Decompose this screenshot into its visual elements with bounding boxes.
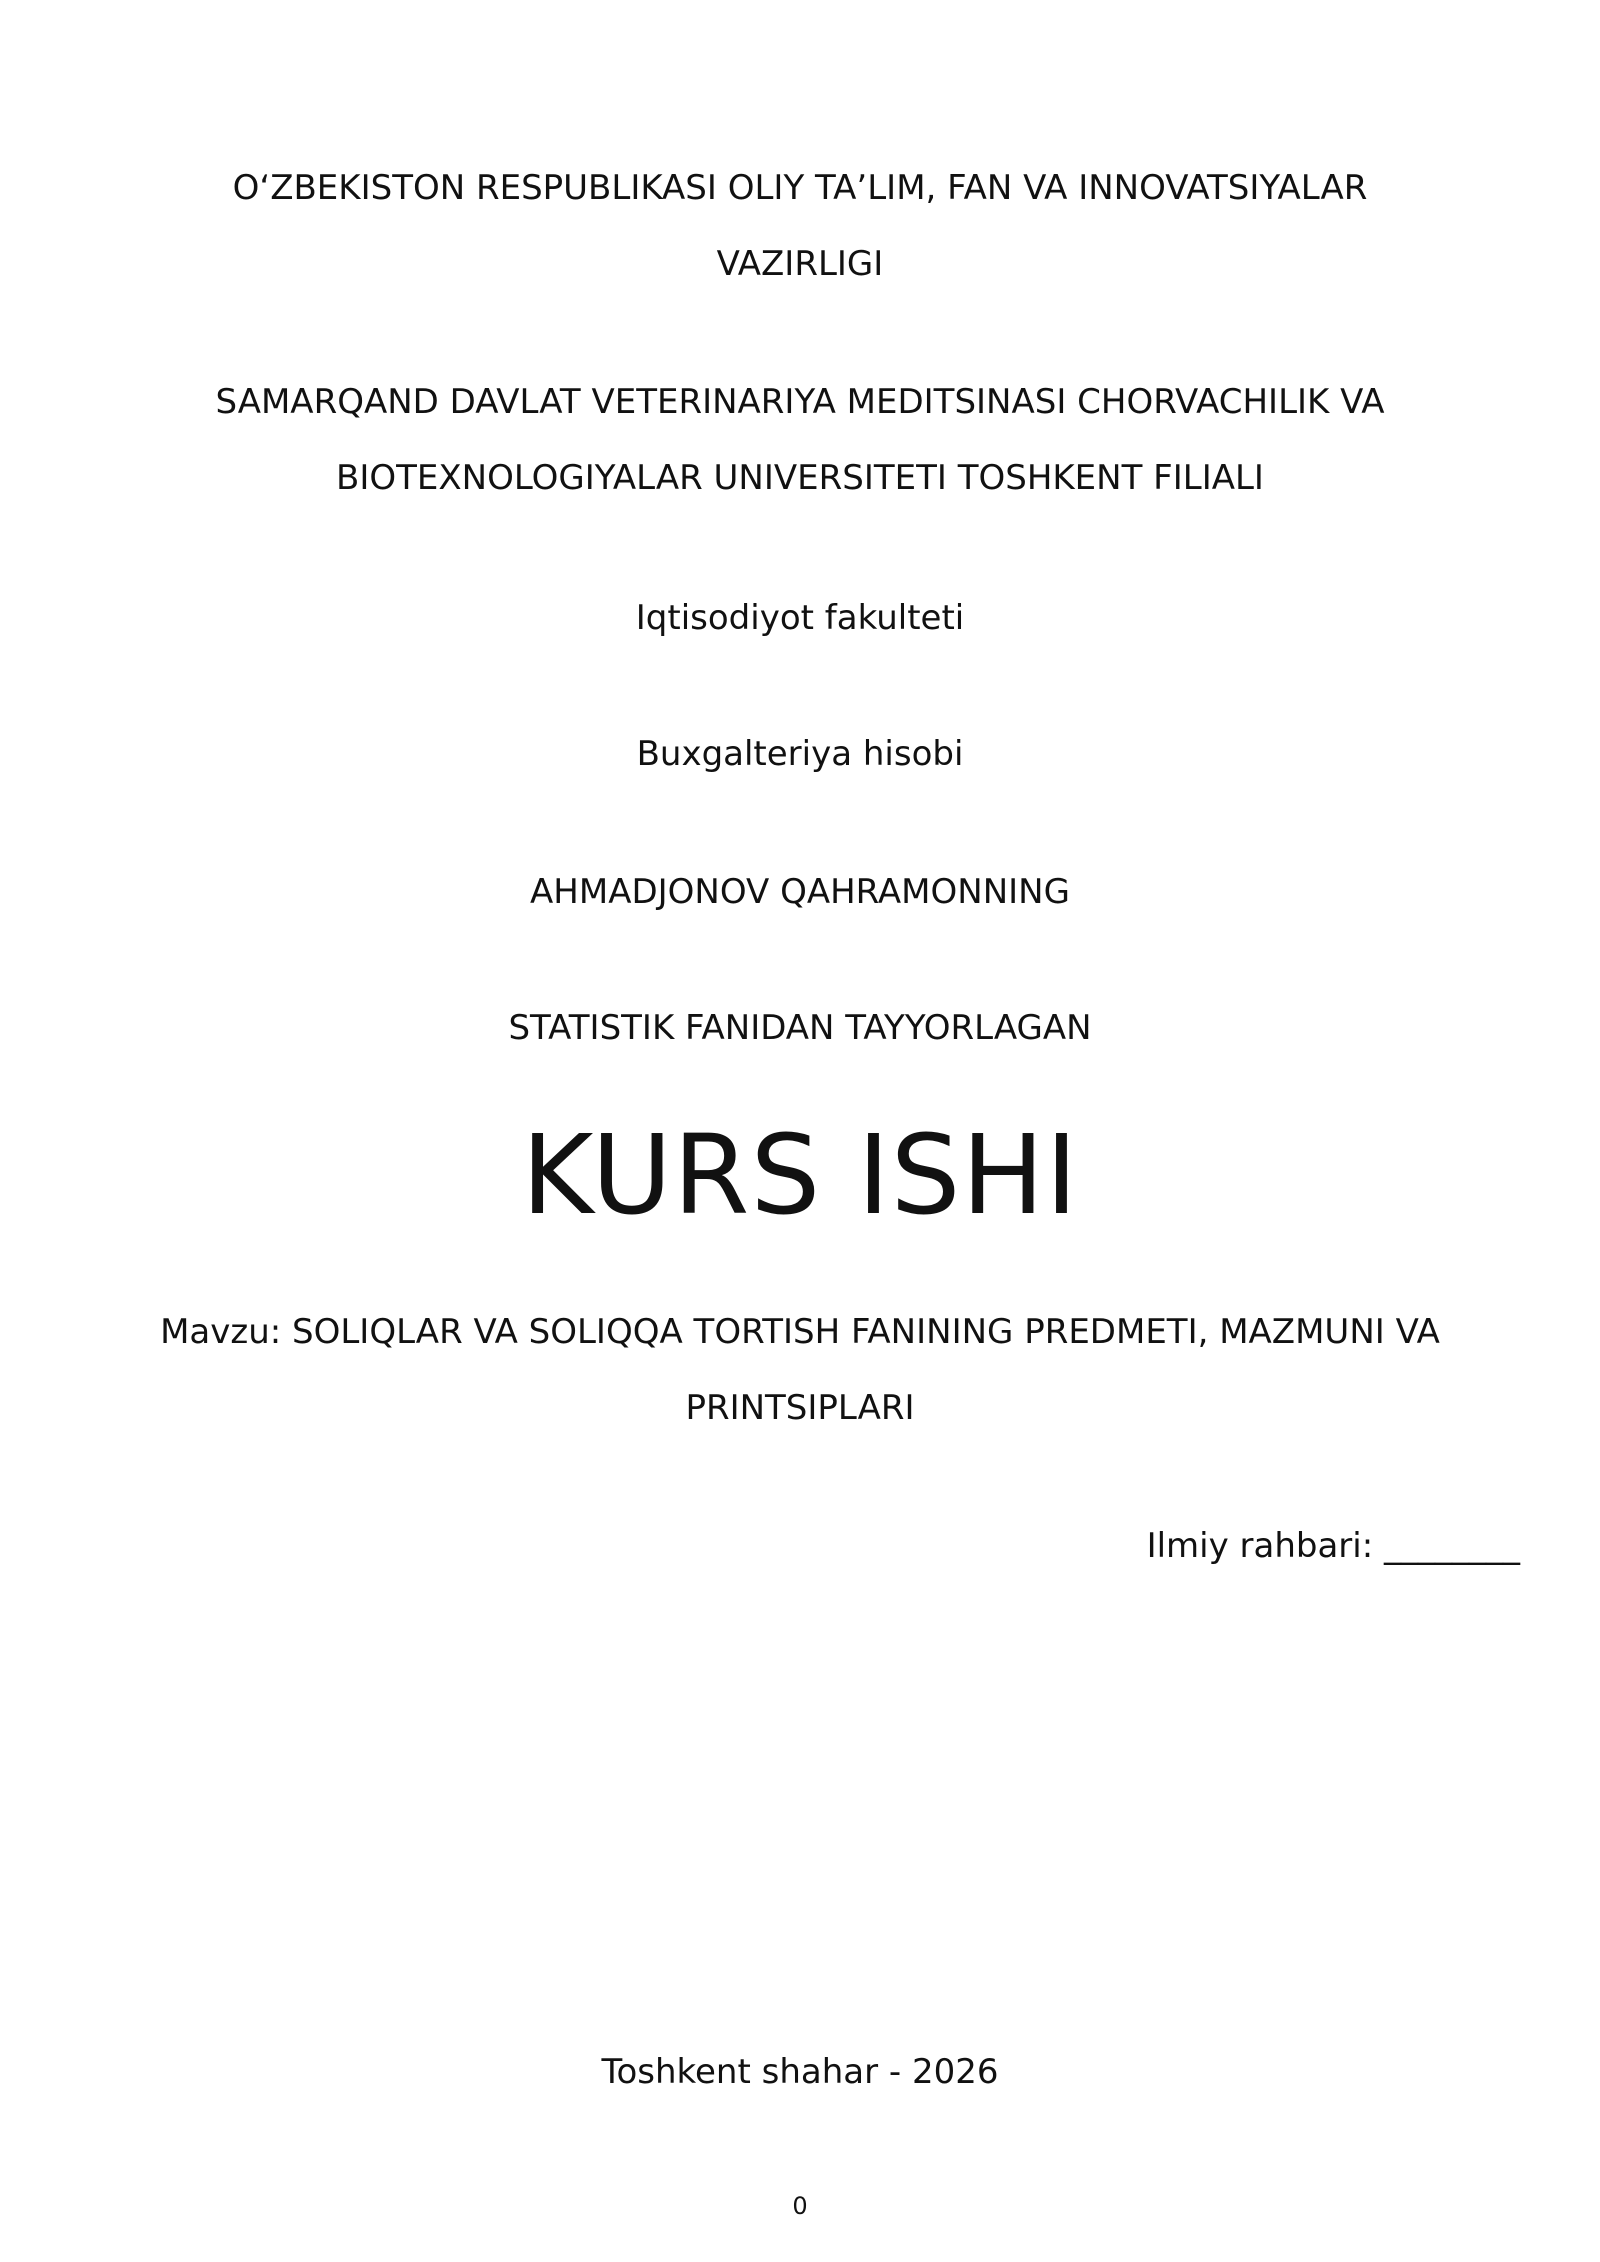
topic-line-2: PRINTSIPLARI bbox=[685, 1388, 915, 1428]
ministry-line-1: O‘ZBEKISTON RESPUBLIKASI OLIY TA’LIM, FAN VA INNOVATSIYALAR bbox=[232, 168, 1368, 208]
subject-line: STATISTIK FANIDAN TAYYORLAGAN bbox=[508, 1008, 1092, 1048]
university-heading bbox=[0, 364, 1600, 516]
ministry-line-2: VAZIRLIGI bbox=[716, 244, 884, 284]
city-year: Toshkent shahar - 2026 bbox=[601, 2052, 999, 2092]
topic-heading bbox=[0, 1294, 1600, 1446]
topic-line-1: Mavzu: SOLIQLAR VA SOLIQQA TORTISH FANINING PREDMETI, MAZMUNI VA bbox=[160, 1312, 1440, 1352]
department-name: Buxgalteriya hisobi bbox=[636, 734, 964, 774]
ministry-heading bbox=[0, 150, 1600, 302]
document-type-title: KURS ISHI bbox=[521, 1111, 1079, 1239]
faculty-name: Iqtisodiyot fakulteti bbox=[635, 598, 965, 638]
supervisor-line: Ilmiy rahbari: ________ bbox=[1146, 1526, 1520, 1566]
university-line-2: BIOTEXNOLOGIYALAR UNIVERSITETI TOSHKENT FILIALI bbox=[336, 458, 1264, 498]
student-name: AHMADJONOV QAHRAMONNING bbox=[530, 872, 1070, 912]
university-line-1: SAMARQAND DAVLAT VETERINARIYA MEDITSINASI CHORVACHILIK VA bbox=[215, 382, 1385, 422]
page-number: 0 bbox=[792, 2192, 808, 2220]
